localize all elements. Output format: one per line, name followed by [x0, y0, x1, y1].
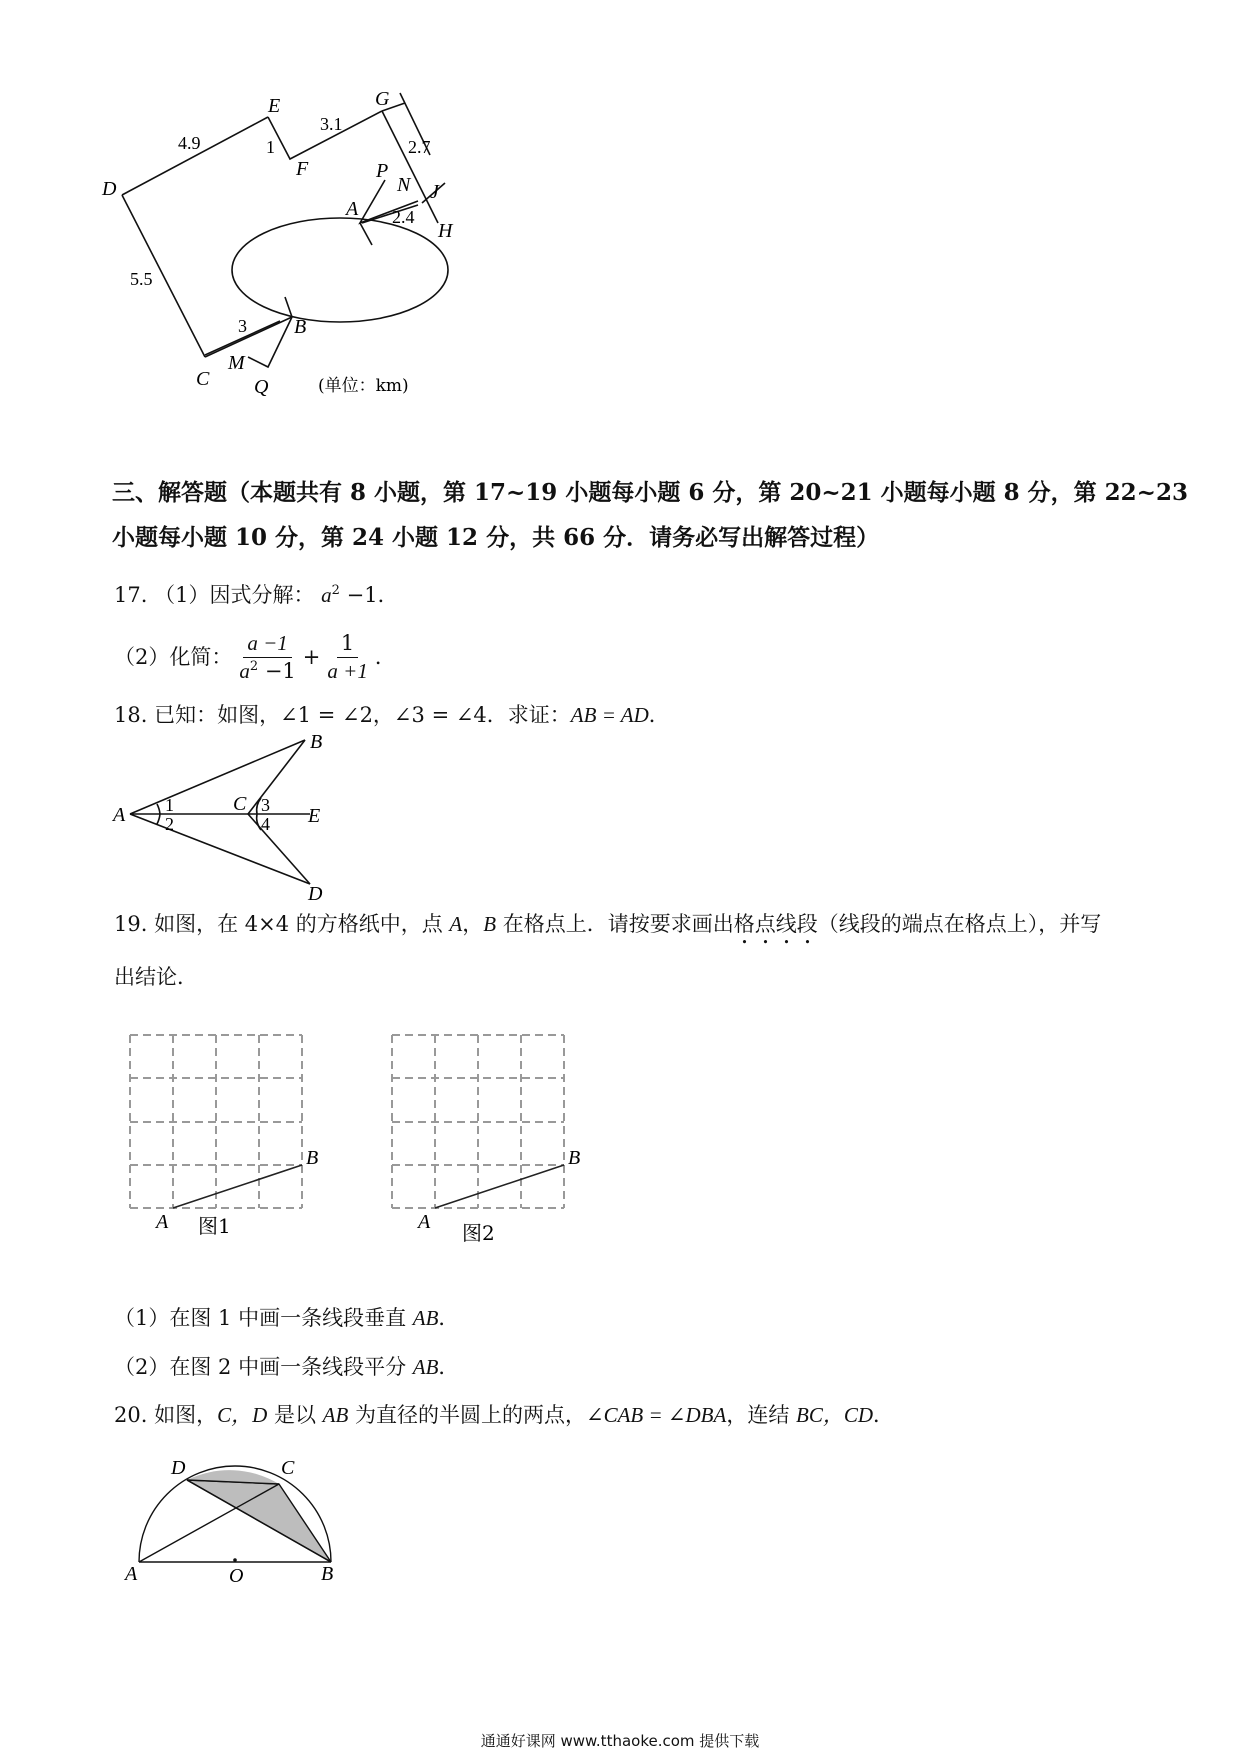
q20-label-C: C	[281, 1457, 295, 1479]
section3-line1: 三、解答题（本题共有 8 小题，第 17~19 小题每小题 6 分，第 20~21 小题每小题 8 分，第 22~23	[112, 479, 1188, 506]
svg-text:4: 4	[261, 814, 270, 834]
label-D: D	[102, 178, 117, 200]
q18-label-D: D	[308, 883, 323, 902]
label-G: G	[375, 88, 390, 110]
q18-label-C: C	[233, 793, 247, 815]
grid1-label-B: B	[306, 1147, 319, 1169]
q19-part2: （2）在图 2 中画一条线段平分 AB．	[114, 1355, 460, 1379]
q20-label-O: O	[229, 1565, 244, 1587]
q20-label-A: A	[125, 1563, 138, 1585]
grid2-label-B: B	[568, 1147, 581, 1169]
q18-text: 18. 已知：如图，∠1 = ∠2，∠3 = ∠4．求证：AB = AD．	[114, 703, 670, 727]
q17-part2: （2）化简： $\frac{a -1}{a^2 -1}$ + $\frac{1}{a +1}$ ．	[114, 630, 396, 686]
q18-label-A: A	[113, 804, 126, 826]
footer-text: 通通好课网 www.tthaoke.com 提供下载	[480, 1732, 760, 1750]
grid2-caption: 图2	[462, 1221, 495, 1245]
length-gj: 2.7	[408, 137, 431, 157]
label-E: E	[268, 95, 281, 117]
length-cd: 5.5	[130, 269, 153, 289]
q18-label-B: B	[310, 732, 323, 753]
label-N: N	[397, 174, 411, 196]
q19-part1: （1）在图 1 中画一条线段垂直 AB．	[114, 1306, 460, 1330]
q19-line1: 19. 如图，在 4×4 的方格纸中，点 A，B 在格点上．请按要求画出格点线段（线段的端点在格点上），并写	[114, 912, 1102, 936]
q20-label-B: B	[321, 1563, 334, 1585]
semicircle-figure	[115, 1450, 355, 1600]
label-F: F	[296, 158, 309, 180]
route-diagram	[100, 85, 480, 415]
length-ef: 1	[266, 137, 275, 157]
svg-text:2: 2	[165, 814, 174, 834]
unit-label: (单位：km)	[318, 376, 409, 396]
label-Q: Q	[254, 376, 269, 398]
q19-line2: 出结论．	[114, 965, 198, 989]
lake-ellipse	[232, 218, 448, 322]
grid-figure-2	[380, 1030, 600, 1245]
length-aj: 2.4	[392, 207, 415, 227]
fraction-1: $\frac{a -1}{a^2 -1}$	[239, 631, 296, 684]
label-B: B	[294, 316, 307, 338]
q17-part1: 17. （1）因式分解： $a^2 -1$．	[114, 583, 399, 607]
length-de: 4.9	[178, 133, 201, 153]
section3-line2: 小题每小题 10 分，第 24 小题 12 分，共 66 分．请务必写出解答过程）	[112, 524, 880, 551]
label-J: J	[430, 181, 439, 203]
svg-text:3: 3	[261, 795, 270, 815]
length-cb: 3	[238, 316, 247, 336]
label-C: C	[196, 368, 210, 390]
grid-figure-1	[118, 1030, 338, 1240]
q20-label-D: D	[171, 1457, 186, 1479]
q20-text: 20. 如图，C，D 是以 AB 为直径的半圆上的两点，∠CAB = ∠DBA，连结 BC，CD．	[114, 1403, 895, 1427]
q18-label-E: E	[308, 805, 321, 827]
grid1-label-A: A	[156, 1211, 169, 1233]
label-H: H	[438, 220, 453, 242]
svg-text:1: 1	[165, 795, 174, 815]
grid1-caption: 图1	[198, 1214, 231, 1238]
q18-figure	[105, 732, 345, 902]
label-P: P	[376, 160, 389, 182]
label-A: A	[346, 198, 359, 220]
length-fg: 3.1	[320, 114, 343, 134]
fraction-2: $\frac{1}{a +1}$	[327, 631, 368, 684]
label-M: M	[228, 352, 245, 374]
grid2-label-A: A	[418, 1211, 431, 1233]
